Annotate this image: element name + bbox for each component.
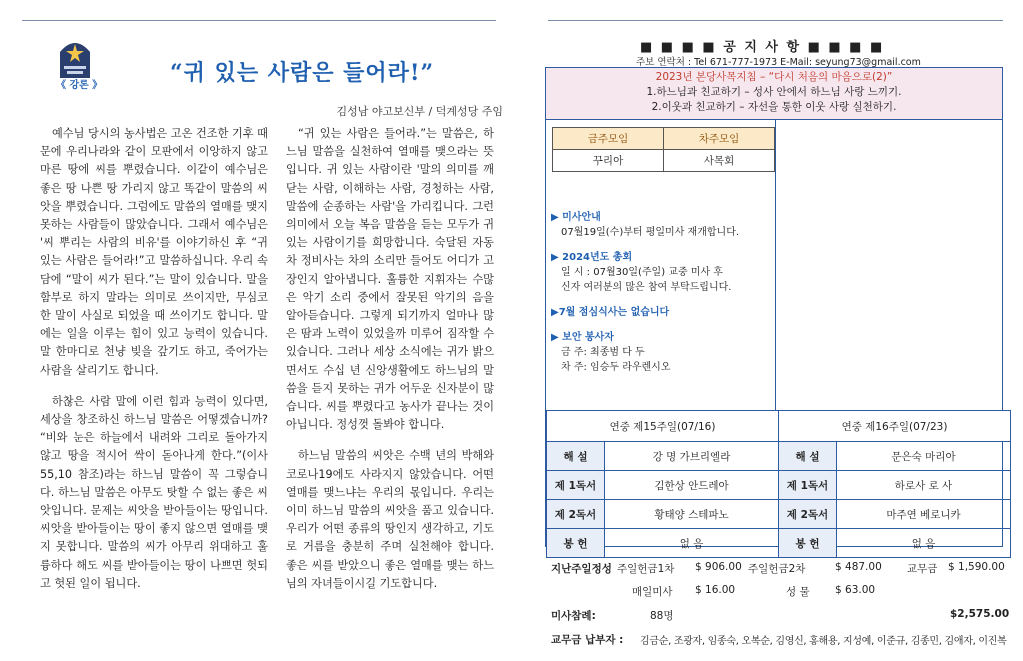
notice-heading: ▶ 미사안내 — [551, 212, 601, 223]
table-row — [547, 442, 1011, 471]
notice-line: 금 주: 최종범 다 두 — [561, 347, 645, 358]
meeting-header: 차주모임 — [664, 128, 775, 150]
table-row — [547, 471, 1011, 500]
collect2-amount: $ 487.00 — [835, 561, 882, 573]
contact-info: 주보 연락처 : Tel 671-777-1973 E-Mail: seyung73@gmail.com — [636, 57, 921, 68]
paragraph: 하느님 말씀의 씨앗은 수백 년의 박해와 코로나19에도 사라지지 않았습니다. 어떤 열매를 맺느냐는 우리의 몫입니다. 우리는 이미 하느님 말씀의 씨앗을 품고 있습니다. 우리가 어떤 종류의 땅인지 생각하고, 기도로 거름을 충분히 주며 실천해야 합니다. 좋은 씨를 받았으니 좋은 열매를 맺는 하느님의 자녀들이시길 기도합니다. — [286, 449, 494, 590]
sermon-column-2 — [286, 125, 494, 606]
donors-label: 교무금 납부자 : — [551, 634, 624, 646]
notice-line: 07월19일(수)부터 평일미사 재개합니다. — [561, 227, 740, 238]
collect1-amount: $ 906.00 — [695, 561, 742, 573]
role-label: 봉 헌 — [547, 529, 605, 558]
daily-mass-amount: $ 16.00 — [695, 584, 736, 596]
role-person: 마주연 베로니카 — [837, 500, 1011, 529]
daily-mass-label: 매일미사 — [632, 586, 673, 598]
attendance-label: 미사참례: — [551, 610, 596, 622]
sermon-byline: 김성남 야고보신부 / 덕계성당 주임 — [336, 105, 503, 118]
motto-line: 2.이웃과 친교하기 – 자선을 통한 이웃 사랑 실천하기. — [651, 101, 897, 113]
collect1-label: 주일헌금1차 — [617, 563, 675, 575]
role-label: 해 설 — [779, 442, 837, 471]
paragraph: 하찮은 사람 말에 이런 힘과 능력이 있다면, 세상을 창조하신 하느님 말씀은 어떻겠습니까? “비와 눈은 하늘에서 내려와 그리로 돌아가지 않고 땅을 적시어 싹이 돋아나게 한다.”(이사 55,10 참조)라는 하느님 말씀이 꼭 그렇습니다. 하느님 말씀은 아무도 탓할 수 없는 좋은 씨앗입니다. 문제는 씨앗을 받아들이는 땅입니다. 씨앗을 받아들이는 땅이 좋지 않으면 열매를 맺지 못합니다. 말씀의 씨가 아무리 위대하고 훌륭하다 해도 씨를 받아들이는 땅이 나쁘면 헛되고 헛된 일이 됩니다. — [40, 394, 268, 590]
role-person: 황태양 스테파노 — [605, 500, 779, 529]
sermon-column-1 — [40, 125, 268, 606]
notice-line: 차 주: 임승두 라우렌시오 — [561, 362, 671, 373]
liturgy-roles-table — [546, 410, 1011, 558]
notice-heading: ▶7월 점심식사는 없습니다 — [551, 307, 670, 318]
goods-amount: $ 63.00 — [835, 584, 876, 596]
role-person: 문은숙 마리아 — [837, 442, 1011, 471]
paragraph: 예수님 당시의 농사법은 고온 건조한 기후 때문에 우리나라와 같이 모판에서 이앙하지 않고 마른 땅에 씨를 뿌렸습니다. 이같이 예수님은 좋은 땅 나쁜 땅 가리지 않고 똑같이 말씀의 씨앗을 뿌렸습니다. 그럼에도 말씀의 열매를 맺지 못하는 사람들이 많았습니다. 그래서 예수님은 '씨 뿌리는 사람의 비유'를 이야기하신 후 “귀 있는 사람은 들어라!”고 말씀하십니다. 우리 속담에 “말이 씨가 된다.”는 말이 있습니다. 말을 함부로 하지 말라는 의미로 쓰이지만, 무심코 한 말이 사실로 되었을 때 쓰이기도 합니다. 말에는 일을 이루는 힘이 있고 능력이 있습니다. 말 한마디로 천냥 빚을 갚기도 하고, 죽어가는 사람을 살리기도 합니다. — [40, 127, 268, 377]
role-person: 없 음 — [605, 529, 779, 558]
finance-label: 지난주일정성 — [551, 563, 612, 575]
paragraph: “귀 있는 사람은 들어라.”는 말씀은, 하느님 말씀을 실천하여 열매를 맺으라는 뜻입니다. 귀 있는 사람이란 '말의 의미를 깨닫는 사람, 이해하는 사람, 경청하는 사람, 말씀에 순종하는 사람'을 가리킵니다. 그런 의미에서 오늘 복음 말씀을 듣는 모두가 귀 있는 사람이기를 희망합니다. 숙달된 자동차 정비사는 차의 소리만 들어도 어디가 고장인지 알아냅니다. 훌륭한 지휘자는 수많은 악기 소리 중에서 잘못된 악기의 음을 알아듣습니다. 그렇게 되기까지 얼마나 많은 땀과 노력이 있었을까 미루어 짐작할 수 있습니다. 그러나 세상 소식에는 귀가 밝으면서도 수십 년 신앙생활에도 하느님의 말씀을 듣지 못하는 귀가 어두운 신자분이 많습니다. 씨를 뿌렸다고 농사가 끝나는 것이 아닙니다. 정성껏 돌봐야 합니다. — [286, 127, 494, 432]
role-label: 봉 헌 — [779, 529, 837, 558]
donors-list: 김금순, 조광자, 임종숙, 오복순, 김영신, 홍해용, 지성예, 이준규, 김종민, 김애자, 이진복 — [640, 636, 1007, 647]
collect2-label: 주일헌금2차 — [748, 563, 806, 575]
meetings-table — [552, 127, 775, 172]
attendance-count: 88명 — [650, 610, 674, 622]
motto-title: 2023년 본당사목지침 – “다시 처음의 마음으로(2)” — [655, 71, 893, 83]
role-label: 해 설 — [547, 442, 605, 471]
obligation-label: 교무금 — [907, 563, 938, 575]
role-label: 제 2독서 — [779, 500, 837, 529]
obligation-amount: $ 1,590.00 — [948, 561, 1005, 573]
role-person: 김한상 안드레아 — [605, 471, 779, 500]
notice-line: 일 시 : 07월30일(주일) 교중 미사 후 — [561, 267, 723, 278]
table-row — [547, 529, 1011, 558]
sermon-title: “귀 있는 사람은 들어라!” — [170, 60, 435, 86]
goods-label: 성 물 — [786, 586, 810, 598]
right-top-rule — [548, 20, 1003, 21]
role-person: 강 명 가브리엘라 — [605, 442, 779, 471]
sermon-tag: 《 강론 》 — [56, 80, 103, 91]
meeting-header: 금주모임 — [553, 128, 664, 150]
column-divider — [775, 120, 776, 410]
notice-title: ■ ■ ■ ■ 공 지 사 항 ■ ■ ■ ■ — [640, 40, 885, 55]
left-top-rule — [22, 20, 496, 21]
notice-heading: ▶ 보안 봉사자 — [551, 332, 614, 343]
role-person: 없 음 — [837, 529, 1011, 558]
notices-list — [551, 210, 773, 375]
table-row — [547, 500, 1011, 529]
role-label: 제 2독서 — [547, 500, 605, 529]
notice-line: 신자 여러분의 많은 참여 부탁드립니다. — [561, 282, 732, 293]
role-person: 하로사 로 사 — [837, 471, 1011, 500]
notice-heading: ▶ 2024년도 총회 — [551, 252, 633, 263]
role-label: 제 1독서 — [547, 471, 605, 500]
motto-line: 1.하느님과 친교하기 – 성사 안에서 하느님 사랑 느끼기. — [646, 86, 902, 98]
parish-motto — [546, 68, 1002, 120]
meeting-value: 꾸리아 — [553, 150, 664, 172]
total-amount: $2,575.00 — [950, 608, 1010, 620]
week-header: 연중 제16주일(07/23) — [779, 411, 1011, 442]
role-label: 제 1독서 — [779, 471, 837, 500]
week-header: 연중 제15주일(07/16) — [547, 411, 779, 442]
meeting-value: 사목회 — [664, 150, 775, 172]
